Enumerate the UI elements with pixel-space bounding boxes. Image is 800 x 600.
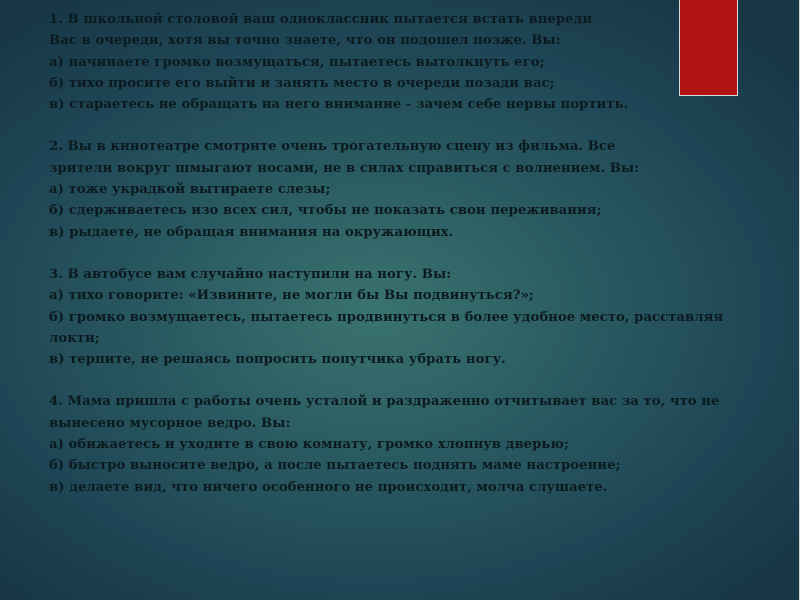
answer-option-c: в) терпите, не решаясь попросить попутчика убрать ногу. — [49, 352, 506, 368]
answer-option-c: в) рыдаете, не обращая внимания на окружающих. — [49, 224, 454, 240]
question-text: Вас в очереди, хотя вы точно знаете, что он подошел позже. Вы: — [49, 33, 561, 49]
answer-option-b: б) тихо просите его выйти и занять место в очереди позади вас; — [49, 75, 555, 91]
answer-option-b: б) громко возмущаетесь, пытаетесь продвинуться в более удобное место, расставляя локти; — [49, 309, 724, 346]
question-text: 3. В автобусе вам случайно наступили на ногу. Вы: — [49, 266, 452, 282]
answer-option-a: а) начинаете громко возмущаться, пытаетесь вытолкнуть его; — [49, 54, 545, 70]
question-text: 2. Вы в кинотеатре смотрите очень трогательную сцену из фильма. Все — [49, 139, 616, 155]
question-text: вынесено мусорное ведро. Вы: — [49, 415, 291, 431]
answer-option-a: а) тоже украдкой вытираете слезы; — [49, 182, 331, 198]
answer-option-b: б) быстро выносите ведро, а после пытаетесь поднять маме настроение; — [49, 458, 621, 474]
answer-option-c: в) делаете вид, что ничего особенного не происходит, молча слушаете. — [49, 479, 608, 495]
answer-option-a: а) обижаетесь и уходите в свою комнату, громко хлопнув дверью; — [49, 437, 569, 453]
question-3 — [49, 264, 749, 370]
answer-option-b: б) сдерживаетесь изо всех сил, чтобы не показать свои переживания; — [49, 203, 602, 219]
answer-option-c: в) стараетесь не обращать на него внимание - зачем себе нервы портить. — [49, 97, 629, 113]
question-text: 4. Мама пришла с работы очень усталой и раздраженно отчитывает вас за то, что не — [49, 394, 720, 410]
answer-option-a: а) тихо говорите: «Извините, не могли бы Вы подвинуться?»; — [49, 288, 534, 304]
question-text: зрители вокруг шмыгают носами, не в силах справиться с волнением. Вы: — [49, 160, 640, 176]
question-2 — [49, 136, 749, 242]
question-4 — [49, 391, 749, 497]
questionnaire — [49, 9, 749, 519]
question-1 — [49, 9, 749, 115]
question-text: 1. В школьной столовой ваш одноклассник пытается встать впереди — [49, 12, 593, 27]
